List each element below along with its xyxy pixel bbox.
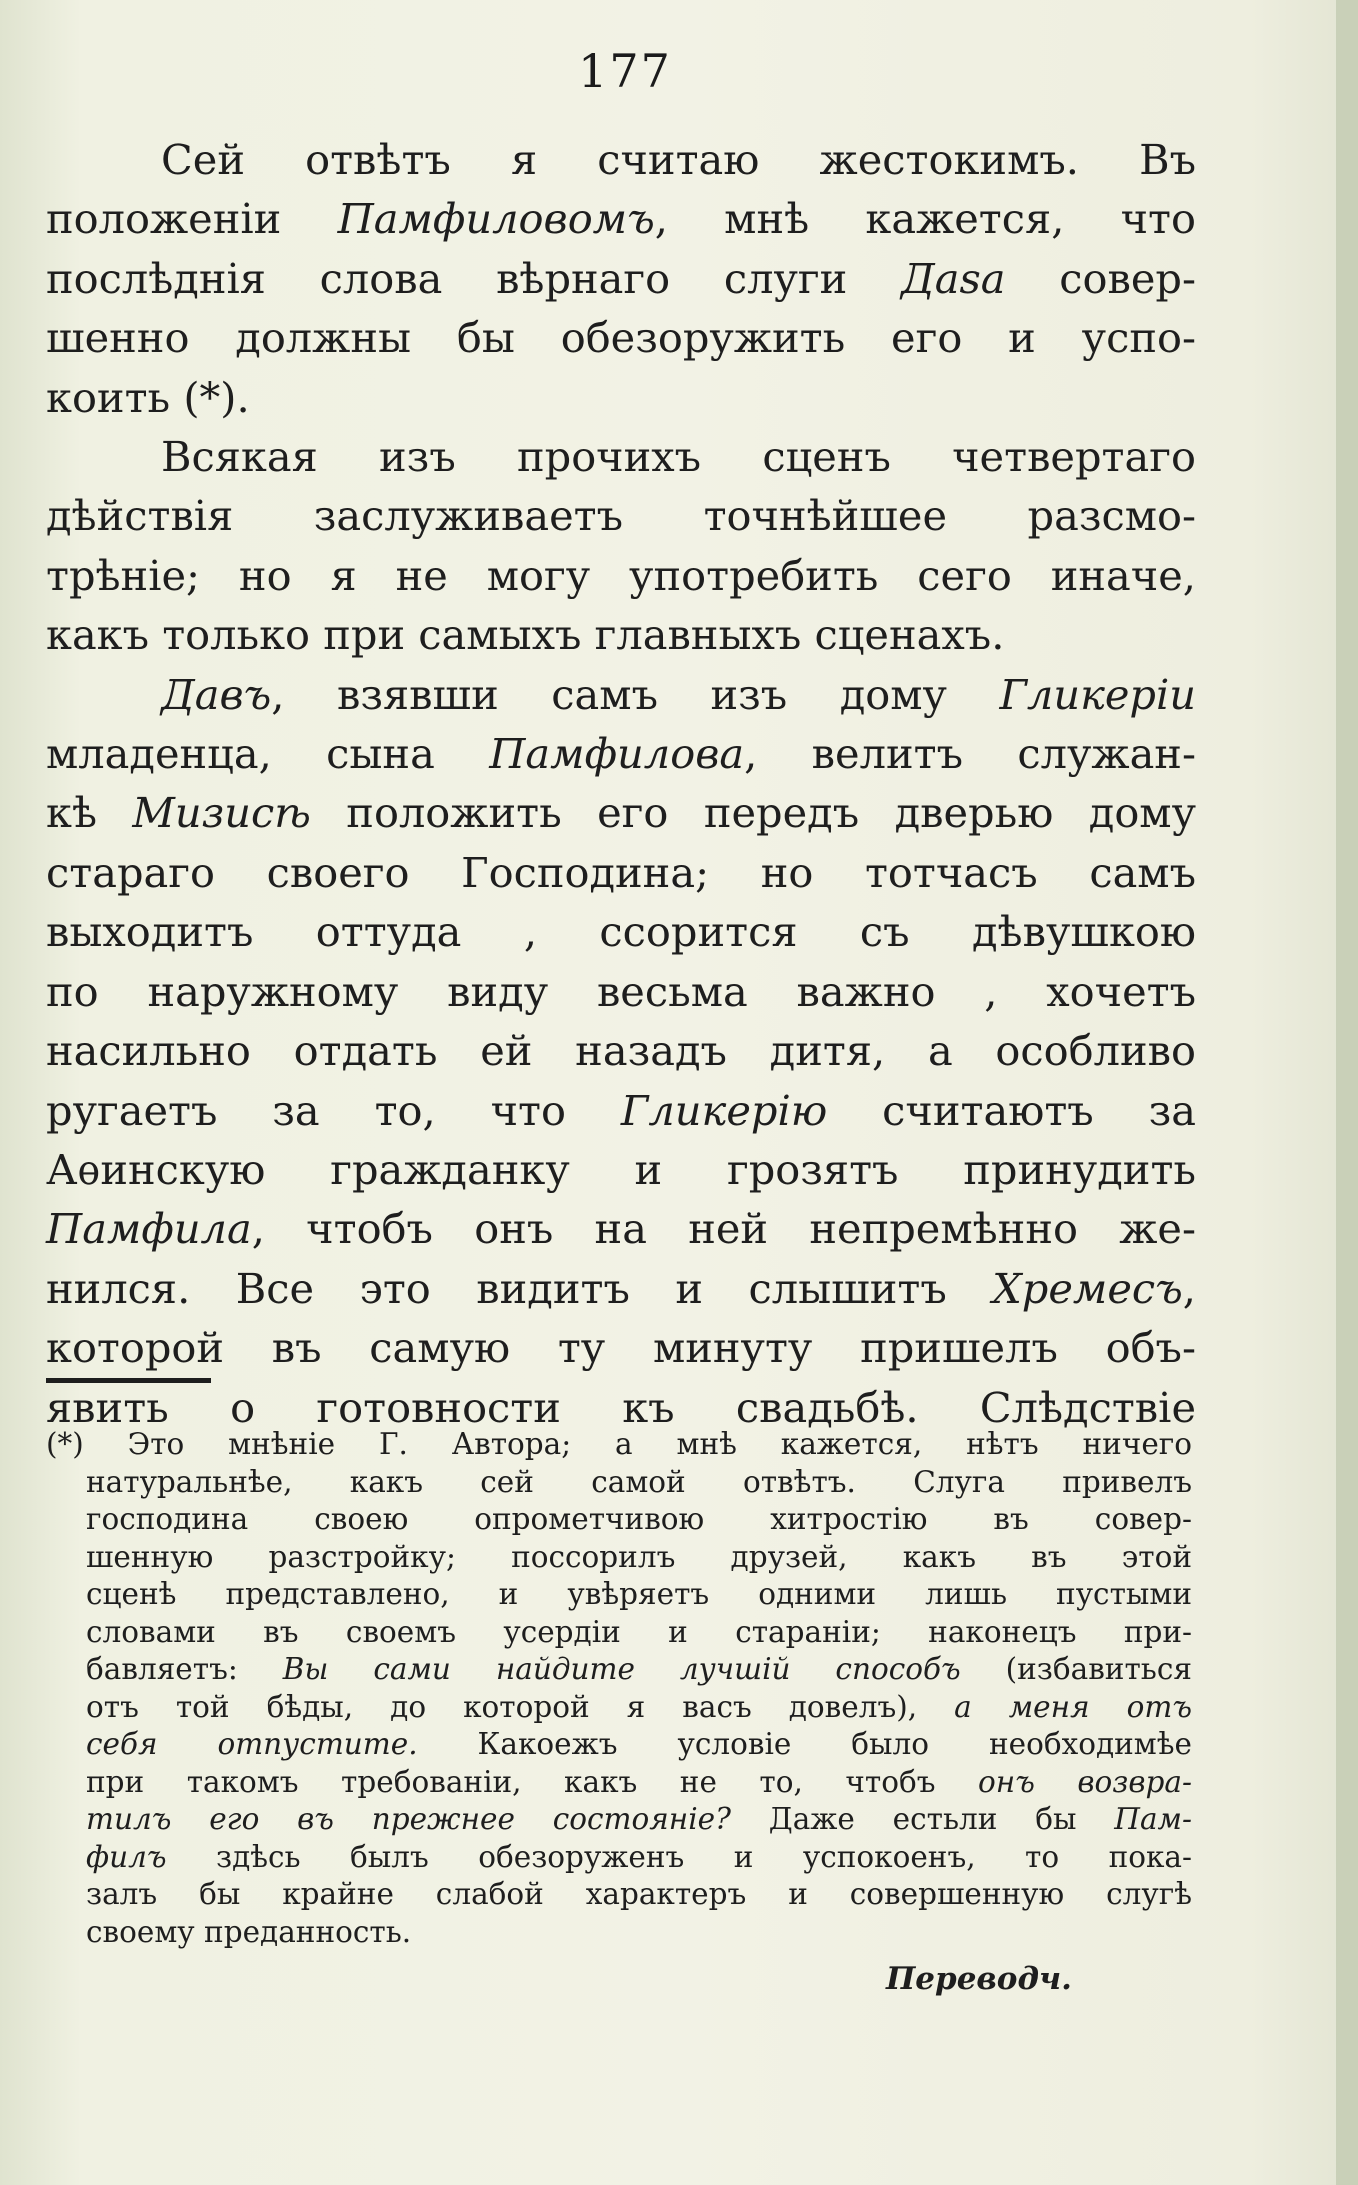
text-line [46, 902, 1196, 961]
text-run: натуральнѣе, какъ сей самой отвѣтъ. Слуга привелъ [86, 1464, 1192, 1499]
text-run: отъ той бѣды, до которой я васъ довелъ), [86, 1689, 955, 1724]
text-run: , велитъ служан- [744, 729, 1196, 779]
text-line [46, 665, 1196, 724]
text-run: стараго своего Господина; но тотчасъ самъ [46, 847, 1196, 897]
text-run: (*) Это мнѣніе Г. Автора; а мнѣ кажется, нѣтъ ничего [46, 1427, 1192, 1461]
italic-text: Памфила [46, 1204, 252, 1254]
footnote-line [46, 1839, 1192, 1877]
text-run: насильно отдать ей назадъ дитя, а особливо [46, 1026, 1196, 1076]
text-run: шенную разстройку; поссорилъ друзей, какъ въ этой [86, 1539, 1192, 1574]
italic-text: а меня отъ [954, 1689, 1192, 1724]
text-run: бавляетъ: [86, 1652, 283, 1686]
text-run: , мнѣ кажется, что [654, 194, 1197, 244]
page-number: 177 [578, 44, 672, 98]
text-run: которой въ самую ту минуту пришелъ объ- [46, 1323, 1196, 1373]
text-run: считаютъ за [827, 1085, 1196, 1135]
footnote [46, 1426, 1192, 1951]
text-line [46, 783, 1196, 842]
footnote-line [46, 1539, 1192, 1577]
text-run: совер- [1005, 253, 1196, 303]
italic-text: Памфилова [489, 729, 745, 779]
text-line [46, 546, 1196, 605]
body-text [46, 130, 1196, 1437]
translator-signature: Переводч. [886, 1961, 1072, 1997]
text-run: Даже естьли бы [730, 1802, 1115, 1836]
text-line [46, 1081, 1196, 1140]
text-run: залъ бы крайне слабой характеръ и совершенную слугѣ [86, 1877, 1192, 1911]
italic-text: онъ возвра- [978, 1764, 1192, 1799]
text-run: Аѳинскую гражданку и грозятъ принудить [46, 1144, 1196, 1194]
italic-text: Даsа [901, 253, 1006, 303]
text-line [46, 427, 1196, 486]
italic-text: Гликерію [620, 1085, 828, 1135]
text-line [46, 843, 1196, 902]
italic-text: Хремесъ [992, 1263, 1183, 1313]
text-run: нился. Все это видитъ и слышитъ [46, 1263, 993, 1313]
footnote-line [46, 1876, 1192, 1914]
text-run: , чтобъ онъ на ней непремѣнно же- [251, 1204, 1196, 1254]
text-run: при такомъ требованіи, какъ не то, чтобъ [86, 1764, 978, 1799]
text-run: коить (*). [46, 372, 250, 422]
footnote-line [46, 1464, 1192, 1502]
text-run: по наружному виду весьма важно , хочетъ [46, 966, 1196, 1016]
text-line [46, 1199, 1196, 1258]
text-line [46, 962, 1196, 1021]
italic-text: филъ [86, 1839, 167, 1874]
text-run: шенно должны бы обезоружить его и успо- [46, 313, 1196, 363]
footnote-line [46, 1764, 1192, 1802]
text-run: ругаетъ за то, что [46, 1085, 621, 1135]
text-run: словами въ своемъ усердіи и стараніи; наконецъ при- [86, 1614, 1192, 1649]
footnote-line [46, 1426, 1192, 1464]
text-run: Какоежъ условіе было необходимѣе [417, 1727, 1193, 1761]
text-run: положеніи [46, 194, 338, 244]
text-line [46, 1318, 1196, 1377]
text-run: Всякая изъ прочихъ сценъ четвертаго [161, 432, 1196, 482]
footnote-line [46, 1726, 1192, 1764]
text-run: господина своею опрометчивою хитростію въ совер- [86, 1502, 1192, 1536]
italic-text: Мизисѣ [132, 788, 311, 838]
text-line [46, 308, 1196, 367]
italic-text: Гликеріи [999, 669, 1196, 719]
text-run: сценѣ представлено, и увѣряетъ одними лишь пустыми [86, 1577, 1192, 1611]
italic-text: Вы сами найдите лучшій способъ [282, 1652, 961, 1686]
text-line [46, 1259, 1196, 1318]
text-run: своему преданность. [86, 1914, 412, 1949]
text-run: выходитъ оттуда , ссорится съ дѣвушкою [46, 907, 1196, 957]
footnote-line [46, 1576, 1192, 1614]
text-run: дѣйствія заслуживаетъ точнѣйшее разсмо- [46, 491, 1196, 541]
footnote-rule [46, 1378, 211, 1383]
italic-text: себя отпустите. [86, 1727, 418, 1761]
text-line [46, 189, 1196, 248]
text-line [46, 368, 1196, 427]
text-run: младенца, сына [46, 729, 490, 779]
text-run: Сей отвѣтъ я считаю жестокимъ. Въ [161, 135, 1196, 184]
italic-text: Памфиловомъ [337, 194, 655, 244]
footnote-line [46, 1651, 1192, 1689]
italic-text: Давъ [161, 669, 272, 719]
text-line [46, 605, 1196, 664]
footnote-line [46, 1501, 1192, 1539]
text-run: , взявши самъ изъ дому [271, 669, 1000, 719]
text-line [46, 486, 1196, 545]
footnote-line [46, 1914, 1192, 1952]
footnote-line [46, 1801, 1192, 1839]
text-line [46, 130, 1196, 189]
text-run: (избавиться [960, 1652, 1192, 1686]
text-run: положить его передъ дверью дому [310, 788, 1197, 838]
text-run: трѣніе; но я не могу употребить сего иначе, [46, 550, 1196, 600]
italic-text: Пам- [1114, 1802, 1192, 1836]
text-run: кѣ [46, 788, 133, 838]
text-run: здѣсь былъ обезоруженъ и успокоенъ, то пока- [166, 1839, 1192, 1874]
text-run: какъ только при самыхъ главныхъ сценахъ. [46, 610, 1005, 660]
text-line [46, 249, 1196, 308]
text-run: явить о готовности къ свадьбѣ. Слѣдствіе [46, 1382, 1196, 1432]
text-run: , [1182, 1263, 1196, 1313]
page-edge [1336, 0, 1358, 2185]
text-line [46, 1021, 1196, 1080]
italic-text: тилъ его въ прежнее состояніе? [86, 1802, 731, 1836]
text-line [46, 1140, 1196, 1199]
text-run: послѣднія слова вѣрнаго слуги [46, 253, 902, 303]
text-line [46, 724, 1196, 783]
footnote-line [46, 1689, 1192, 1727]
footnote-line [46, 1614, 1192, 1652]
